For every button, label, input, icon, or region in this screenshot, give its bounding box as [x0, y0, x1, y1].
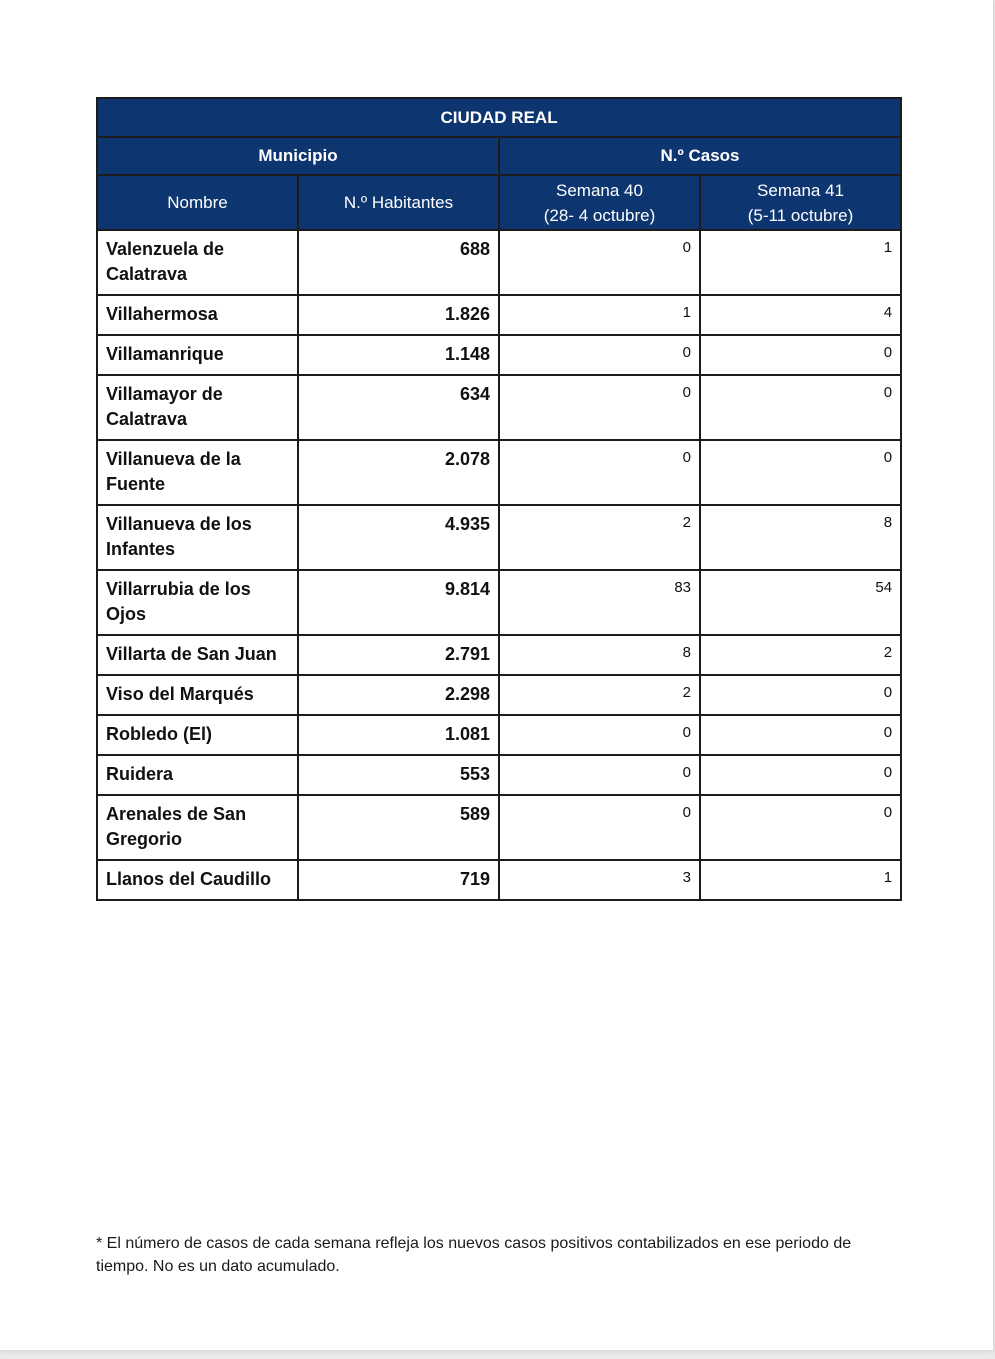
- habitantes-value: 553: [298, 755, 499, 795]
- municipio-name: Villamayor de Calatrava: [97, 375, 298, 440]
- habitantes-value: 1.826: [298, 295, 499, 335]
- table-row: [97, 755, 901, 795]
- habitantes-value: 4.935: [298, 505, 499, 570]
- table-title: CIUDAD REAL: [97, 98, 901, 137]
- semana41-value: 0: [700, 375, 901, 440]
- table-row: [97, 335, 901, 375]
- municipio-name: Villamanrique: [97, 335, 298, 375]
- semana41-value: 0: [700, 440, 901, 505]
- municipio-name: Villanueva de la Fuente: [97, 440, 298, 505]
- semana40-value: 0: [499, 795, 700, 860]
- municipio-name: Viso del Marqués: [97, 675, 298, 715]
- semana40-value: 0: [499, 440, 700, 505]
- column-header-semana41: [700, 175, 901, 230]
- table-row: [97, 570, 901, 635]
- semana40-value: 0: [499, 755, 700, 795]
- habitantes-value: 2.078: [298, 440, 499, 505]
- municipio-name: Villahermosa: [97, 295, 298, 335]
- semana40-value: 0: [499, 230, 700, 295]
- habitantes-value: 719: [298, 860, 499, 900]
- semana41-value: 2: [700, 635, 901, 675]
- semana41-range: (5-11 octubre): [747, 205, 854, 225]
- semana40-label: Semana 40: [556, 180, 643, 200]
- table-row: [97, 715, 901, 755]
- semana40-value: 0: [499, 335, 700, 375]
- table-row: [97, 440, 901, 505]
- municipio-name: Robledo (El): [97, 715, 298, 755]
- municipio-name: Villarta de San Juan: [97, 635, 298, 675]
- table-row: [97, 375, 901, 440]
- habitantes-value: 9.814: [298, 570, 499, 635]
- semana41-value: 4: [700, 295, 901, 335]
- semana41-value: 0: [700, 335, 901, 375]
- semana41-value: 0: [700, 755, 901, 795]
- habitantes-value: 589: [298, 795, 499, 860]
- semana40-value: 0: [499, 715, 700, 755]
- habitantes-value: 2.298: [298, 675, 499, 715]
- footnote: * El número de casos de cada semana refleja los nuevos casos positivos contabilizados en ese periodo de tiempo. No es un dato acumulado.: [96, 1235, 852, 1275]
- table-row: [97, 295, 901, 335]
- semana41-value: 54: [700, 570, 901, 635]
- semana41-value: 1: [700, 860, 901, 900]
- municipio-name: Villarrubia de los Ojos: [97, 570, 298, 635]
- table-row: [97, 675, 901, 715]
- municipio-name: Valenzuela de Calatrava: [97, 230, 298, 295]
- semana40-value: 2: [499, 675, 700, 715]
- municipio-name: Ruidera: [97, 755, 298, 795]
- semana41-value: 1: [700, 230, 901, 295]
- semana40-range: (28- 4 octubre): [543, 205, 656, 225]
- municipio-name: Villanueva de los Infantes: [97, 505, 298, 570]
- group-header-casos: N.º Casos: [499, 137, 901, 175]
- semana41-value: 0: [700, 715, 901, 755]
- semana40-value: 3: [499, 860, 700, 900]
- habitantes-value: 688: [298, 230, 499, 295]
- semana41-value: 0: [700, 795, 901, 860]
- semana41-value: 0: [700, 675, 901, 715]
- column-header-semana40: [499, 175, 700, 230]
- semana41-label: Semana 41: [757, 180, 844, 200]
- habitantes-value: 634: [298, 375, 499, 440]
- column-header-habitantes: N.º Habitantes: [298, 175, 499, 230]
- table-row: [97, 635, 901, 675]
- habitantes-value: 1.081: [298, 715, 499, 755]
- group-header-municipio: Municipio: [97, 137, 499, 175]
- table-row: [97, 505, 901, 570]
- table-row: [97, 795, 901, 860]
- semana40-value: 2: [499, 505, 700, 570]
- semana40-value: 0: [499, 375, 700, 440]
- semana40-value: 1: [499, 295, 700, 335]
- municipio-name: Llanos del Caudillo: [97, 860, 298, 900]
- habitantes-value: 1.148: [298, 335, 499, 375]
- table-row: [97, 860, 901, 900]
- habitantes-value: 2.791: [298, 635, 499, 675]
- semana40-value: 83: [499, 570, 700, 635]
- column-header-nombre: Nombre: [97, 175, 298, 230]
- semana40-value: 8: [499, 635, 700, 675]
- municipio-name: Arenales de San Gregorio: [97, 795, 298, 860]
- cases-table: [96, 97, 902, 901]
- table-row: [97, 230, 901, 295]
- semana41-value: 8: [700, 505, 901, 570]
